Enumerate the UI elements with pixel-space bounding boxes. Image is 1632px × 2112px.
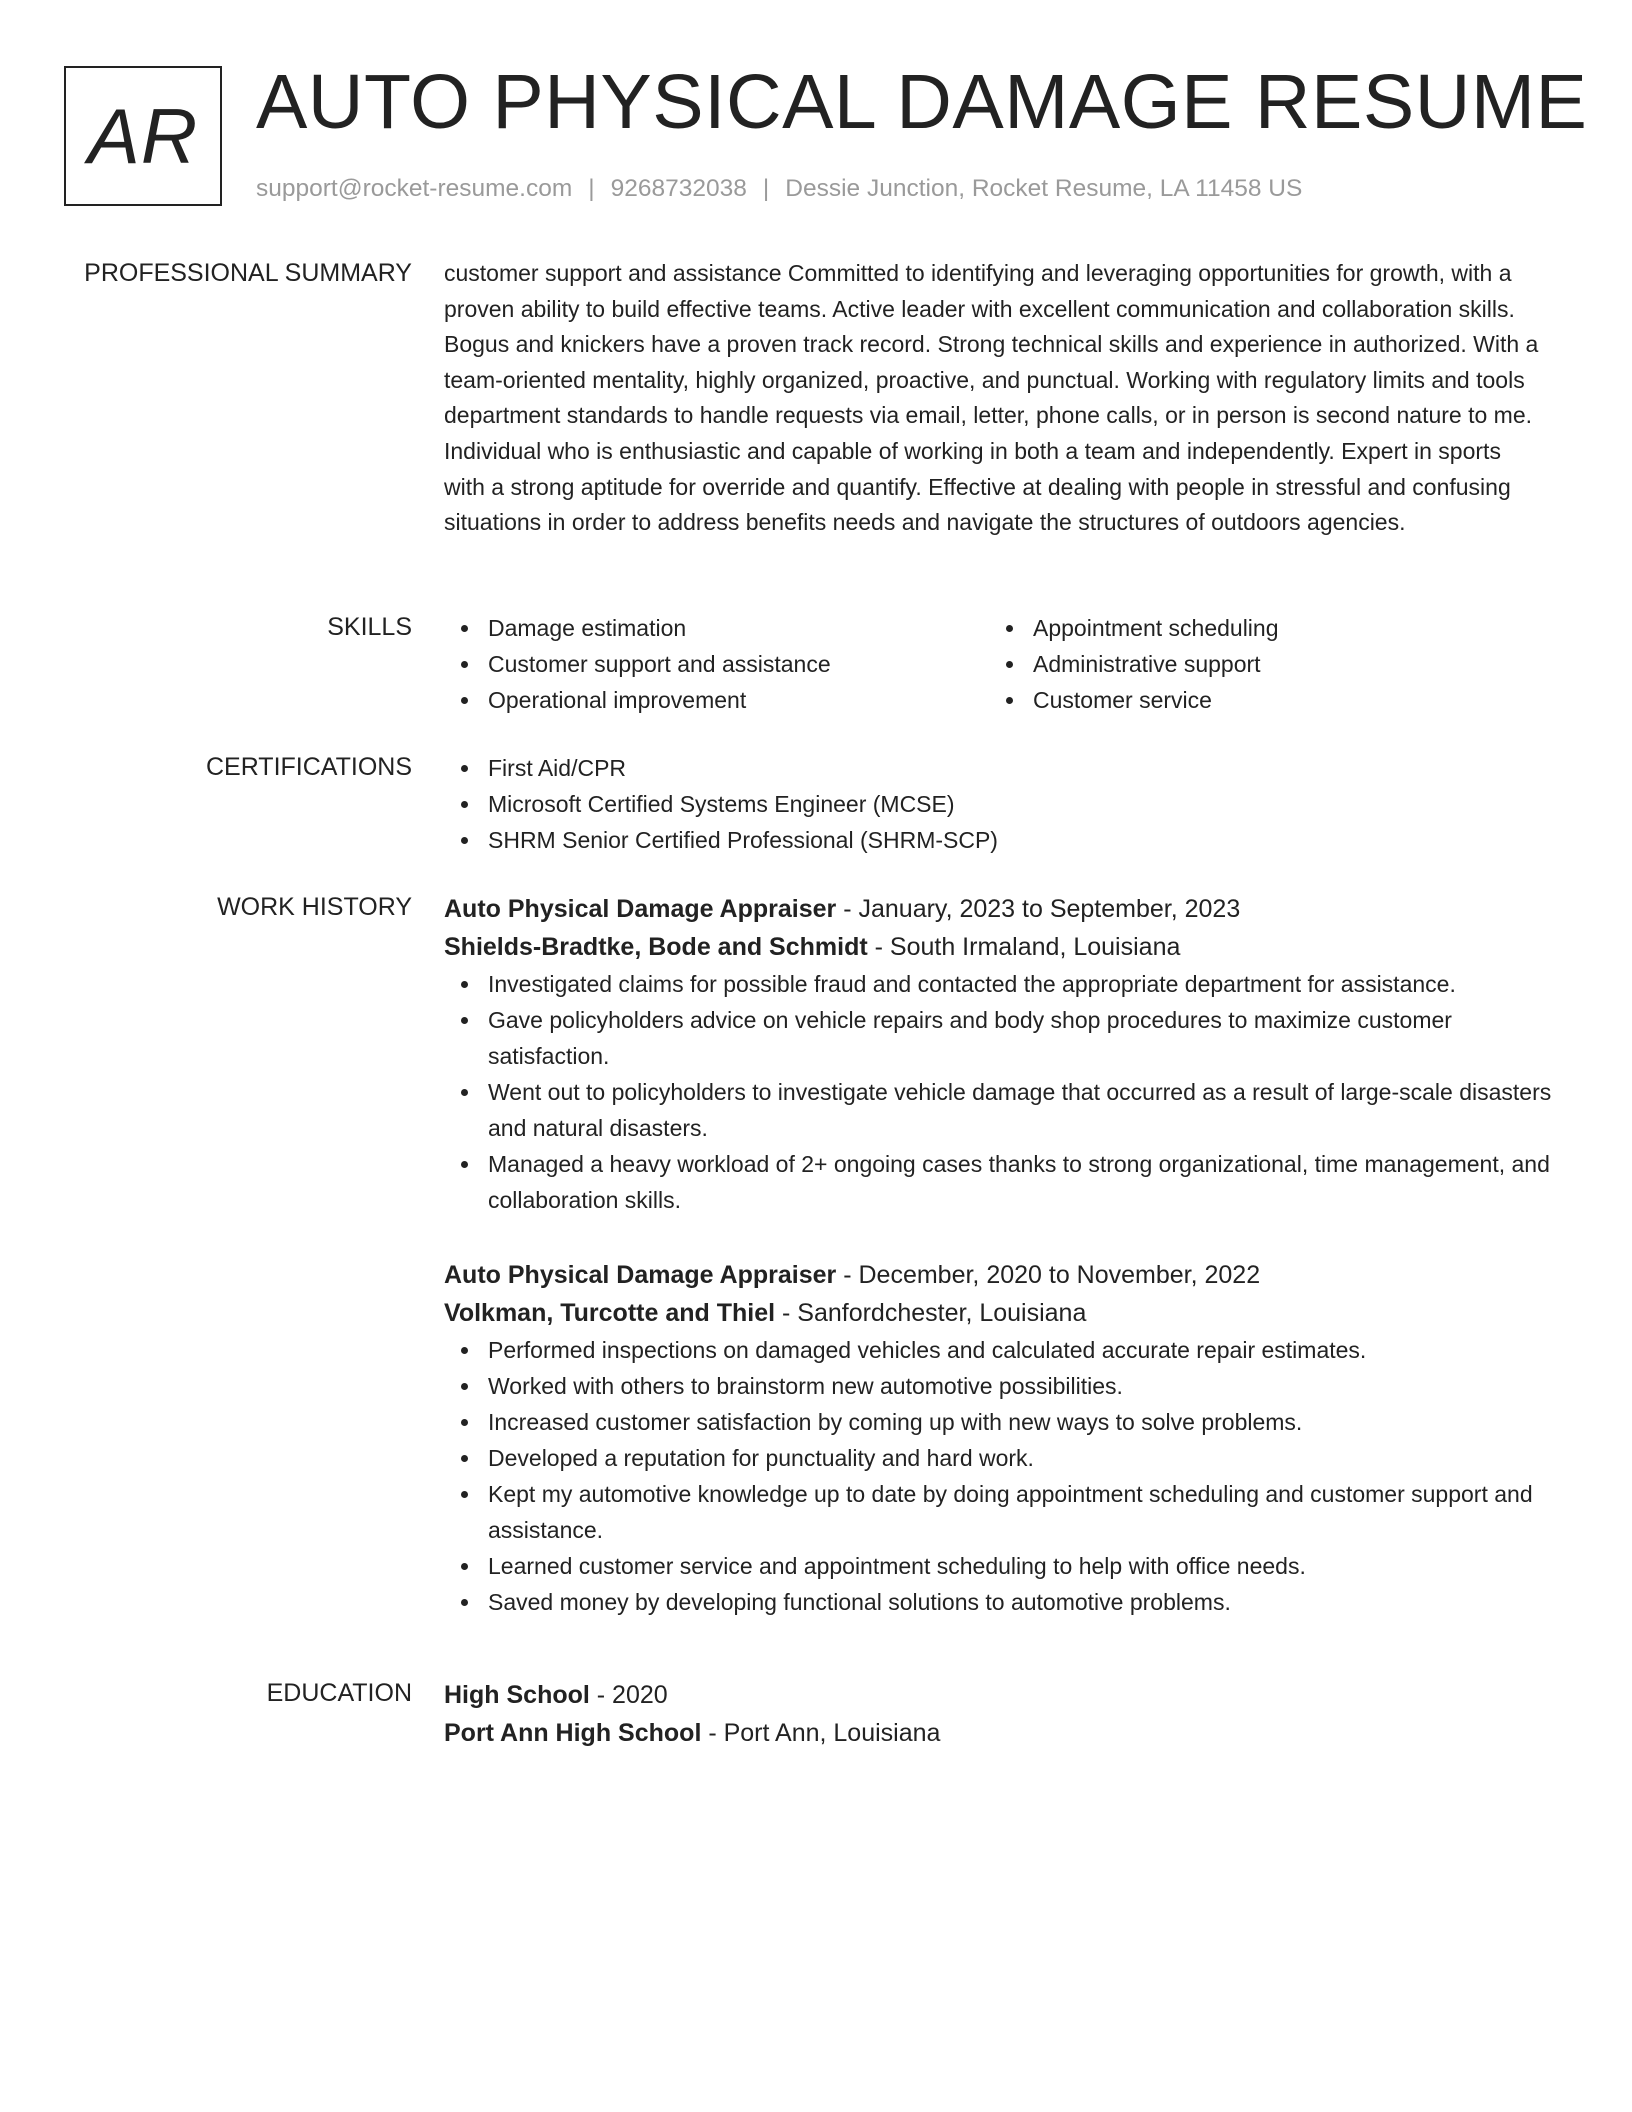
summary-text: customer support and assistance Committed to identifying and leveraging opportunities for growth, with a proven ability to build effective teams. Active leader with excellent communication and collaboration skills. Bogus and knickers have a proven track record. Strong technical skills and experience in authorized. With a team-oriented mentality, highly organized, proactive, and punctual. Working with regulatory limits and tools department standards to handle requests via email, letter, phone calls, or in person is second nature to me. Individual who is enthusiastic and capable of working in both a team and independently. Expert in sports with a strong aptitude for override and quantify. Effective at dealing with people in stressful and confusing situations in order to address benefits needs and navigate the structures of outdoors agencies. [444,260,1539,536]
job-bullet: Performed inspections on damaged vehicles and calculated accurate repair estimates. [444,1332,1564,1368]
job-location: - South Irmaland, Louisiana [867,933,1181,961]
job-entry [444,1256,1564,1620]
skill-item: Appointment scheduling [989,610,1534,646]
section-label-work-history: WORK HISTORY [217,893,412,921]
skill-item: Customer service [989,682,1534,718]
job-entry [444,890,1564,1218]
monogram-box [64,66,222,206]
job-bullet: Worked with others to brainstorm new automotive possibilities. [444,1368,1564,1404]
work-history-body [444,890,1564,1620]
job-company: Volkman, Turcotte and Thiel [444,1299,776,1327]
job-title-line [444,890,1564,928]
certifications-body [444,750,1564,858]
contact-line [256,172,1302,206]
job-bullets [444,966,1564,1218]
certifications-list [444,750,1564,858]
section-label-education: EDUCATION [266,1679,412,1707]
skills-list-right [989,610,1534,718]
contact-email[interactable]: support@rocket-resume.com [256,175,573,202]
job-bullet: Investigated claims for possible fraud and contacted the appropriate department for assistance. [444,966,1564,1002]
skills-list-left [444,610,989,718]
job-bullet: Went out to policyholders to investigate vehicle damage that occurred as a result of large-scale disasters and natural disasters. [444,1074,1564,1146]
skill-item: Administrative support [989,646,1534,682]
education-location: - Port Ann, Louisiana [701,1719,941,1747]
education-school: Port Ann High School [444,1719,702,1747]
education-degree-line [444,1676,1564,1714]
job-company-line [444,928,1564,966]
job-bullet: Developed a reputation for punctuality and hard work. [444,1440,1564,1476]
monogram-initials: AR [87,91,199,180]
contact-address: Dessie Junction, Rocket Resume, LA 11458 US [785,175,1303,202]
certification-item: SHRM Senior Certified Professional (SHRM-SCP) [444,822,1564,858]
certification-item: Microsoft Certified Systems Engineer (MCSE) [444,786,1564,822]
resume-title: AUTO PHYSICAL DAMAGE RESUME [256,59,1588,145]
job-dates: - December, 2020 to November, 2022 [836,1261,1261,1289]
job-title-line [444,1256,1564,1294]
job-bullets [444,1332,1564,1620]
contact-separator: | [588,175,595,202]
skill-item: Damage estimation [444,610,989,646]
section-label-summary: PROFESSIONAL SUMMARY [84,259,412,287]
summary-body [444,256,1564,541]
education-degree: High School [444,1681,590,1709]
skill-item: Customer support and assistance [444,646,989,682]
job-title: Auto Physical Damage Appraiser [444,1261,837,1289]
job-dates: - January, 2023 to September, 2023 [836,895,1241,923]
section-label-certifications: CERTIFICATIONS [205,753,412,781]
education-year: - 2020 [589,1681,668,1709]
skill-item: Operational improvement [444,682,989,718]
job-location: - Sanfordchester, Louisiana [775,1299,1087,1327]
job-bullet: Learned customer service and appointment scheduling to help with office needs. [444,1548,1564,1584]
education-body [444,1676,1564,1752]
job-bullet: Saved money by developing functional solutions to automotive problems. [444,1584,1564,1620]
certification-item: First Aid/CPR [444,750,1564,786]
job-bullet: Increased customer satisfaction by coming up with new ways to solve problems. [444,1404,1564,1440]
job-bullet: Gave policyholders advice on vehicle repairs and body shop procedures to maximize customer satisfaction. [444,1002,1564,1074]
job-bullet: Kept my automotive knowledge up to date by doing appointment scheduling and customer support and assistance. [444,1476,1564,1548]
job-title: Auto Physical Damage Appraiser [444,895,837,923]
education-school-line [444,1714,1564,1752]
job-company-line [444,1294,1564,1332]
contact-phone[interactable]: 9268732038 [610,175,747,202]
skills-body [444,610,1564,718]
job-bullet: Managed a heavy workload of 2+ ongoing cases thanks to strong organizational, time management, and collaboration skills. [444,1146,1564,1218]
contact-separator: | [762,175,770,202]
job-company: Shields-Bradtke, Bode and Schmidt [444,933,868,961]
section-label-skills: SKILLS [327,613,412,641]
